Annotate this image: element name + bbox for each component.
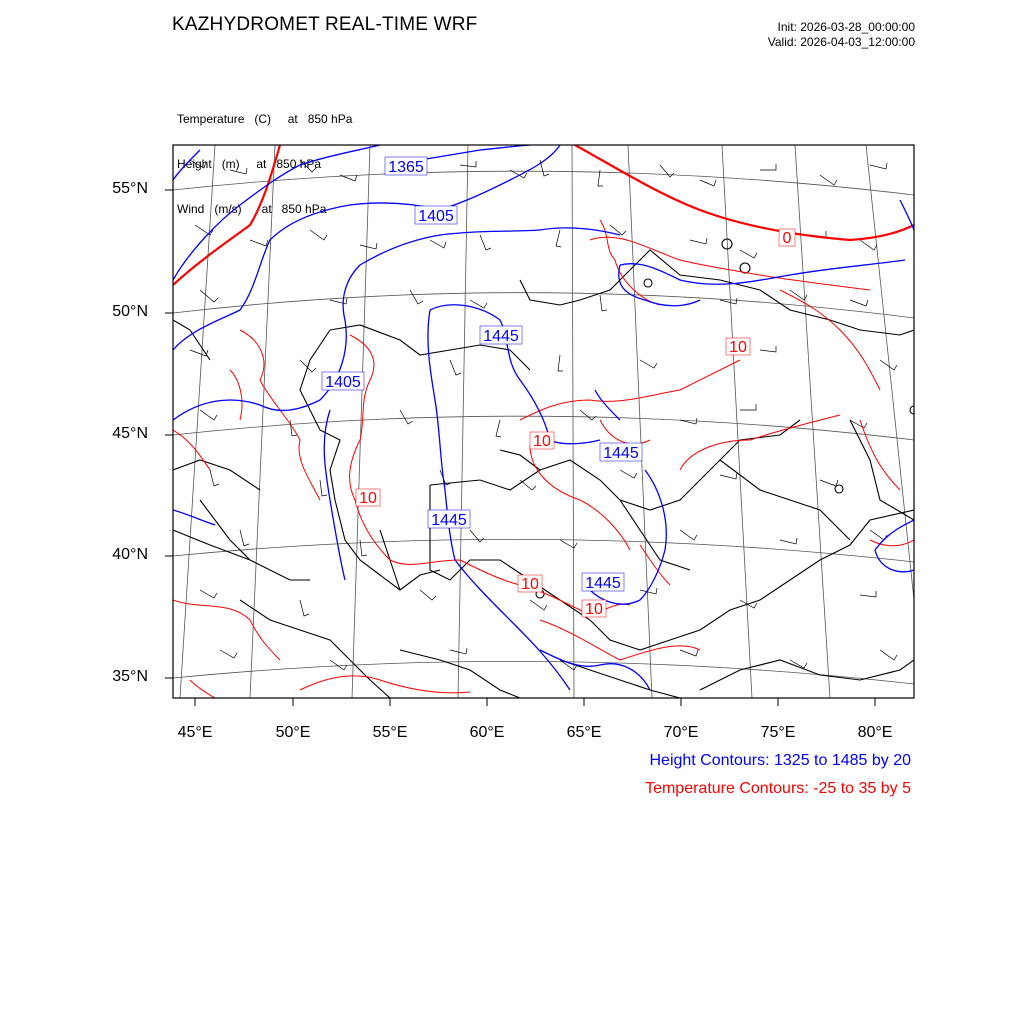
- lat-label-55: 55°N: [112, 180, 148, 197]
- valid-time: Valid: 2026-04-03_12:00:00: [767, 35, 915, 49]
- temp-label-10-center: [530, 432, 554, 450]
- coastlines-borders: [173, 239, 918, 698]
- chart-title: KAZHYDROMET REAL-TIME WRF: [172, 14, 478, 35]
- lat-label-35: 35°N: [112, 668, 148, 685]
- lon-label-75: 75°E: [760, 724, 796, 741]
- temp-label-0: [779, 229, 795, 247]
- height-contours-legend: Height Contours: 1325 to 1485 by 20: [649, 752, 911, 769]
- temp-label-text: 10: [521, 576, 539, 593]
- temp-label-10-west: [356, 489, 380, 507]
- temp-label-10-southeast: [582, 600, 606, 618]
- temp-label-text: 10: [359, 490, 377, 507]
- temp-label-text: 10: [533, 433, 551, 450]
- lat-label-45: 45°N: [112, 425, 148, 442]
- height-label-1445-south: [582, 573, 624, 592]
- lat-label-40: 40°N: [112, 546, 148, 563]
- height-label-text: 1445: [431, 512, 467, 529]
- height-label-text: 1445: [603, 445, 639, 462]
- lat-label-50: 50°N: [112, 303, 148, 320]
- height-label-1405-west: [322, 372, 364, 391]
- height-label-text: 1365: [388, 159, 424, 176]
- temperature-contour-labels: [356, 229, 795, 618]
- height-label-1445-east: [600, 443, 642, 462]
- lon-label-70: 70°E: [663, 724, 699, 741]
- temp-label-text: 0: [782, 230, 792, 247]
- height-label-1445-center: [428, 510, 470, 529]
- lon-label-65: 65°E: [566, 724, 602, 741]
- lon-label-55: 55°E: [372, 724, 408, 741]
- lon-label-60: 60°E: [469, 724, 505, 741]
- height-label-text: 1405: [418, 208, 454, 225]
- height-label-1365: [385, 157, 427, 176]
- axis-ticks: [165, 190, 875, 706]
- field-wind: Wind (m/s) at 850 hPa: [177, 202, 327, 216]
- lon-label-80: 80°E: [857, 724, 893, 741]
- temp-label-text: 10: [729, 339, 747, 356]
- lon-label-50: 50°E: [275, 724, 311, 741]
- height-label-1405-north: [415, 206, 457, 225]
- field-height: Height (m) at 850 hPa: [177, 157, 322, 171]
- height-label-text: 1445: [585, 575, 621, 592]
- field-temperature: Temperature (C) at 850 hPa: [177, 112, 353, 126]
- height-label-1445-north: [480, 326, 522, 345]
- height-label-text: 1445: [483, 328, 519, 345]
- temp-label-10-south: [518, 575, 542, 593]
- height-label-text: 1405: [325, 374, 361, 391]
- height-contours: [173, 145, 914, 690]
- temperature-contours-legend: Temperature Contours: -25 to 35 by 5: [645, 780, 911, 797]
- lon-label-45: 45°E: [177, 724, 213, 741]
- init-time: Init: 2026-03-28_00:00:00: [777, 20, 915, 34]
- temp-label-text: 10: [585, 601, 603, 618]
- height-contour-labels: [322, 157, 642, 592]
- temp-label-10-east: [726, 338, 750, 356]
